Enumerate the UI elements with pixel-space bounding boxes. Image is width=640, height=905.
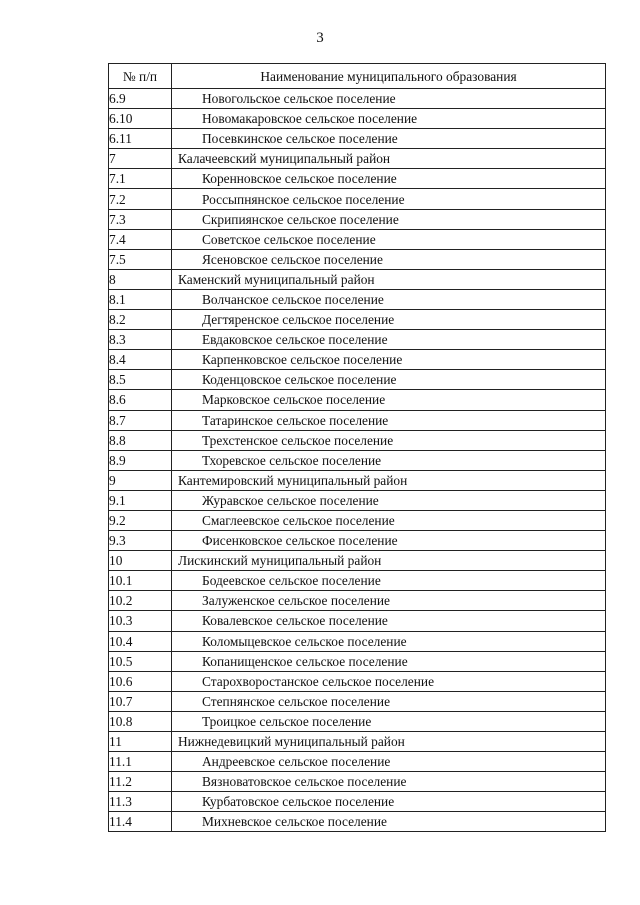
table-row bbox=[109, 631, 606, 651]
table-row bbox=[109, 591, 606, 611]
district-name: Нижнедевицкий муниципальный район bbox=[172, 732, 606, 752]
table-row bbox=[109, 289, 606, 309]
settlement-name: Коденцовское сельское поселение bbox=[172, 370, 606, 390]
row-number: 11 bbox=[109, 732, 172, 752]
settlement-name: Советское сельское поселение bbox=[172, 229, 606, 249]
settlement-name: Скрипиянское сельское поселение bbox=[172, 209, 606, 229]
settlement-name: Коренновское сельское поселение bbox=[172, 169, 606, 189]
table-row bbox=[109, 490, 606, 510]
header-number: № п/п bbox=[109, 64, 172, 89]
page-number: 3 bbox=[316, 30, 324, 46]
row-number: 7.5 bbox=[109, 249, 172, 269]
settlement-name: Залуженское сельское поселение bbox=[172, 591, 606, 611]
settlement-name: Карпенковское сельское поселение bbox=[172, 350, 606, 370]
row-number: 8.9 bbox=[109, 450, 172, 470]
settlement-name: Степнянское сельское поселение bbox=[172, 691, 606, 711]
table-row bbox=[109, 390, 606, 410]
row-number: 9.3 bbox=[109, 531, 172, 551]
settlement-name: Старохворостанское сельское поселение bbox=[172, 671, 606, 691]
table-row bbox=[109, 510, 606, 530]
settlement-name: Фисенковское сельское поселение bbox=[172, 531, 606, 551]
settlement-name: Троицкое сельское поселение bbox=[172, 711, 606, 731]
table-row bbox=[109, 209, 606, 229]
settlement-name: Бодеевское сельское поселение bbox=[172, 571, 606, 591]
row-number: 11.2 bbox=[109, 772, 172, 792]
table-row bbox=[109, 611, 606, 631]
settlement-name: Ковалевское сельское поселение bbox=[172, 611, 606, 631]
row-number: 10.6 bbox=[109, 671, 172, 691]
table-row bbox=[109, 350, 606, 370]
settlement-name: Волчанское сельское поселение bbox=[172, 289, 606, 309]
settlement-name: Тхоревское сельское поселение bbox=[172, 450, 606, 470]
settlement-name: Новомакаровское сельское поселение bbox=[172, 109, 606, 129]
row-number: 7 bbox=[109, 149, 172, 169]
row-number: 10.8 bbox=[109, 711, 172, 731]
row-number: 8.1 bbox=[109, 289, 172, 309]
row-number: 7.1 bbox=[109, 169, 172, 189]
table-row bbox=[109, 430, 606, 450]
settlement-name: Евдаковское сельское поселение bbox=[172, 330, 606, 350]
table-row bbox=[109, 671, 606, 691]
table-row bbox=[109, 370, 606, 390]
table-row bbox=[109, 169, 606, 189]
row-number: 6.9 bbox=[109, 89, 172, 109]
settlement-name: Трехстенское сельское поселение bbox=[172, 430, 606, 450]
table-row bbox=[109, 752, 606, 772]
table-row bbox=[109, 551, 606, 571]
table-row bbox=[109, 711, 606, 731]
table-row bbox=[109, 189, 606, 209]
table-row bbox=[109, 772, 606, 792]
district-name: Каменский муниципальный район bbox=[172, 269, 606, 289]
settlement-name: Журавское сельское поселение bbox=[172, 490, 606, 510]
settlement-name: Коломыцевское сельское поселение bbox=[172, 631, 606, 651]
settlement-name: Курбатовское сельское поселение bbox=[172, 792, 606, 812]
settlement-name: Андреевское сельское поселение bbox=[172, 752, 606, 772]
table-row bbox=[109, 812, 606, 832]
table-row bbox=[109, 229, 606, 249]
district-name: Лискинский муниципальный район bbox=[172, 551, 606, 571]
settlement-name: Новогольское сельское поселение bbox=[172, 89, 606, 109]
district-name: Кантемировский муниципальный район bbox=[172, 470, 606, 490]
table-row bbox=[109, 310, 606, 330]
row-number: 8.5 bbox=[109, 370, 172, 390]
table-header-row bbox=[109, 64, 606, 89]
row-number: 9 bbox=[109, 470, 172, 490]
row-number: 8.3 bbox=[109, 330, 172, 350]
row-number: 8 bbox=[109, 269, 172, 289]
table-row bbox=[109, 732, 606, 752]
table-row bbox=[109, 651, 606, 671]
settlement-name: Россыпнянское сельское поселение bbox=[172, 189, 606, 209]
settlement-name: Посевкинское сельское поселение bbox=[172, 129, 606, 149]
settlement-name: Михневское сельское поселение bbox=[172, 812, 606, 832]
row-number: 10.5 bbox=[109, 651, 172, 671]
table-row bbox=[109, 269, 606, 289]
row-number: 8.4 bbox=[109, 350, 172, 370]
row-number: 8.7 bbox=[109, 410, 172, 430]
table-row bbox=[109, 410, 606, 430]
row-number: 9.2 bbox=[109, 510, 172, 530]
row-number: 7.2 bbox=[109, 189, 172, 209]
row-number: 9.1 bbox=[109, 490, 172, 510]
settlement-name: Ясеновское сельское поселение bbox=[172, 249, 606, 269]
row-number: 6.11 bbox=[109, 129, 172, 149]
settlement-name: Копанищенское сельское поселение bbox=[172, 651, 606, 671]
row-number: 11.3 bbox=[109, 792, 172, 812]
table-row bbox=[109, 571, 606, 591]
row-number: 8.2 bbox=[109, 310, 172, 330]
table-row bbox=[109, 149, 606, 169]
row-number: 10.4 bbox=[109, 631, 172, 651]
table-row bbox=[109, 470, 606, 490]
row-number: 8.8 bbox=[109, 430, 172, 450]
table-row bbox=[109, 330, 606, 350]
table-body bbox=[109, 89, 606, 832]
row-number: 10.1 bbox=[109, 571, 172, 591]
table-row bbox=[109, 531, 606, 551]
settlement-name: Дегтяренское сельское поселение bbox=[172, 310, 606, 330]
row-number: 11.4 bbox=[109, 812, 172, 832]
municipal-registry-table bbox=[108, 63, 606, 832]
header-name: Наименование муниципального образования bbox=[172, 64, 606, 89]
settlement-name: Татаринское сельское поселение bbox=[172, 410, 606, 430]
table-row bbox=[109, 109, 606, 129]
table-row bbox=[109, 249, 606, 269]
row-number: 10.7 bbox=[109, 691, 172, 711]
settlement-name: Марковское сельское поселение bbox=[172, 390, 606, 410]
row-number: 11.1 bbox=[109, 752, 172, 772]
table-row bbox=[109, 129, 606, 149]
row-number: 10.2 bbox=[109, 591, 172, 611]
table-row bbox=[109, 792, 606, 812]
row-number: 10.3 bbox=[109, 611, 172, 631]
row-number: 7.4 bbox=[109, 229, 172, 249]
table-row bbox=[109, 691, 606, 711]
table-row bbox=[109, 89, 606, 109]
table-row bbox=[109, 450, 606, 470]
row-number: 10 bbox=[109, 551, 172, 571]
settlement-name: Вязноватовское сельское поселение bbox=[172, 772, 606, 792]
row-number: 7.3 bbox=[109, 209, 172, 229]
settlement-name: Смаглеевское сельское поселение bbox=[172, 510, 606, 530]
district-name: Калачеевский муниципальный район bbox=[172, 149, 606, 169]
row-number: 8.6 bbox=[109, 390, 172, 410]
row-number: 6.10 bbox=[109, 109, 172, 129]
